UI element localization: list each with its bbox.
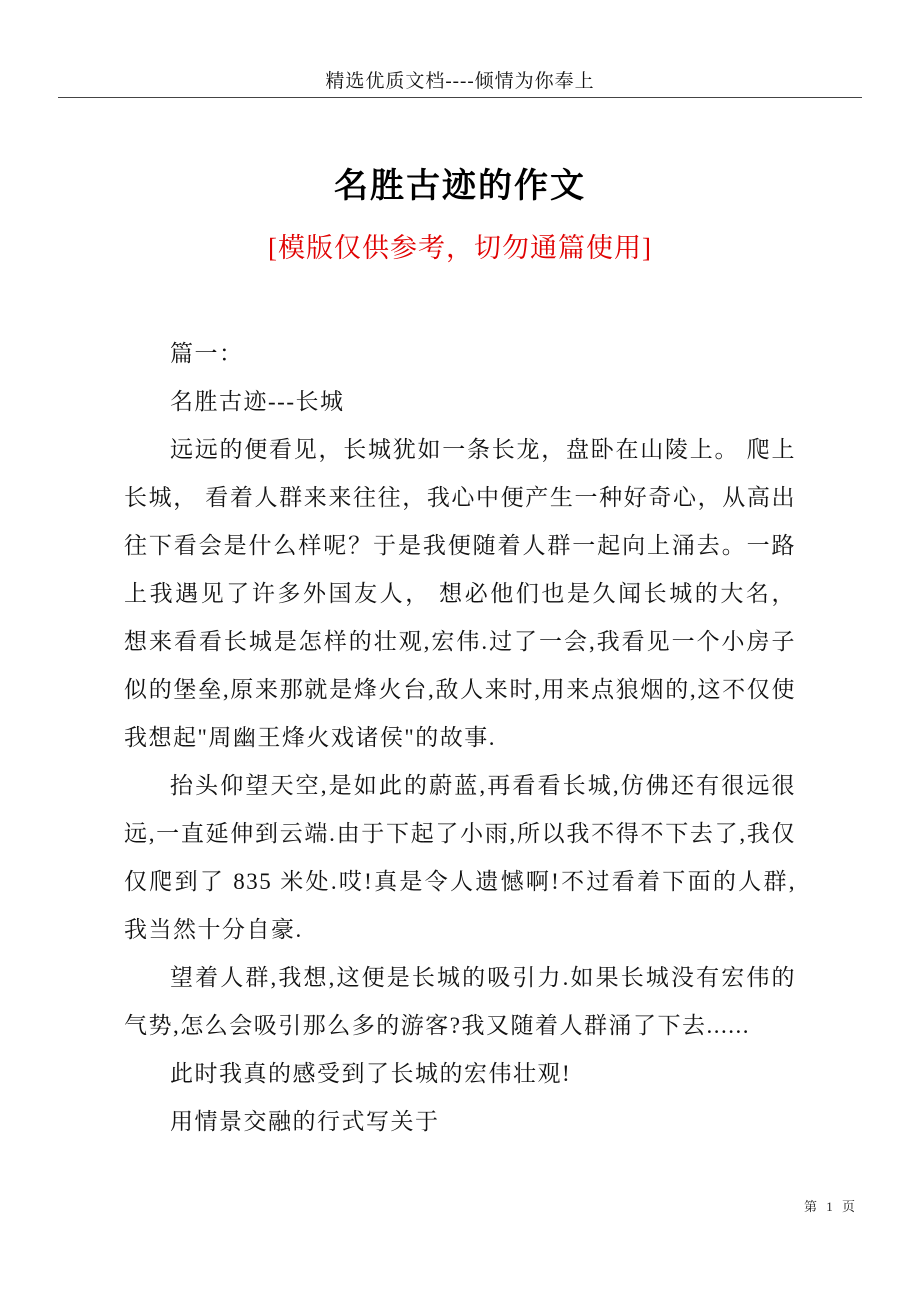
header-divider <box>58 97 862 98</box>
document-title: 名胜古迹的作文 <box>334 168 586 205</box>
page-number: 第 1 页 <box>803 1199 858 1214</box>
paragraph: 抬头仰望天空,是如此的蔚蓝,再看看长城,仿佛还有很远很远,一直延伸到云端.由于下起了小雨,所以我不得不下去了,我仅仅爬到了 835 米处.哎!真是令人遗憾啊!不过看着下面的人群,我当然十分自豪. <box>124 773 797 942</box>
document-body <box>124 330 796 1146</box>
paragraph: 远远的便看见，长城犹如一条长龙，盘卧在山陵上。 爬上长城， 看着人群来来往往，我心中便产生一种好奇心，从高出往下看会是什么样呢？于是我便随着人群一起向上涌去。一路上我遇见了许多外国友人， 想必他们也是久闻长城的大名， 想来看看长城是怎样的壮观,宏伟.过了一会,我看见一个小房子似的堡垒,原来那就是烽火台,敌人来时,用来点狼烟的,这不仅使我想起"周幽王烽火戏诸侯"的故事. <box>124 437 796 750</box>
paragraph: 用情景交融的行式写关于 <box>170 1109 440 1134</box>
paragraph: 篇一： <box>170 341 244 366</box>
document-header-text: 精选优质文档----倾情为你奉上 <box>325 71 595 92</box>
paragraph: 名胜古迹---长城 <box>170 389 345 414</box>
paragraph: 此时我真的感受到了长城的宏伟壮观! <box>170 1061 572 1086</box>
document-subtitle: [模版仅供参考，切勿通篇使用] <box>268 233 652 263</box>
paragraph: 望着人群,我想,这便是长城的吸引力.如果长城没有宏伟的气势,怎么会吸引那么多的游客?我又随着人群涌了下去...... <box>124 965 796 1038</box>
